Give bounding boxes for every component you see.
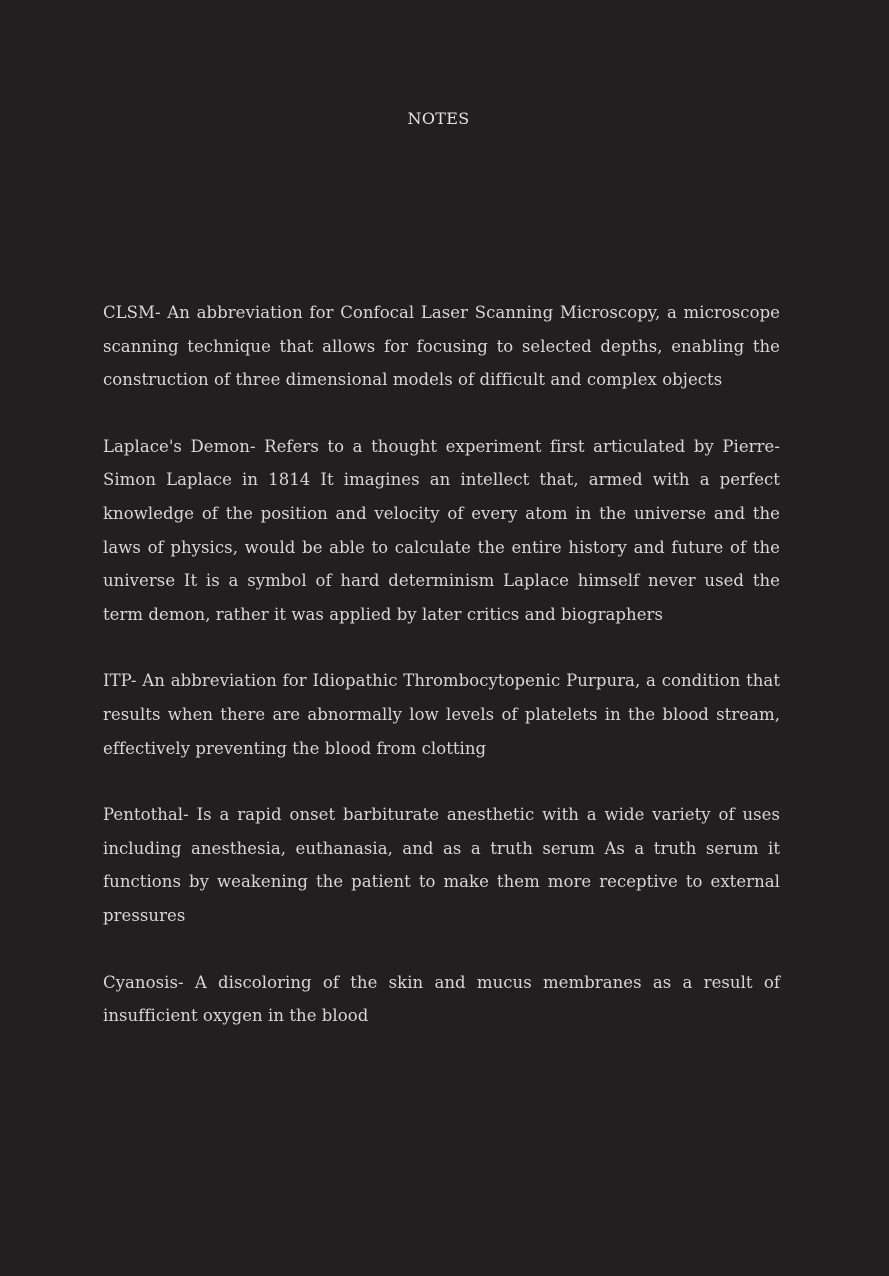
note-clsm: CLSM- An abbreviation for Confocal Laser Scanning Microscopy, a microscope scanning technique that allows for focusing to selected depths, enabling the construction of three dimensional models of difficult and complex objects bbox=[103, 303, 780, 390]
note-pentothal: Pentothal- Is a rapid onset barbiturate anesthetic with a wide variety of uses including anesthesia, euthanasia, and as a truth serum As a truth serum it functions by weakening the patient to make them more receptive to external pressures bbox=[103, 805, 780, 925]
note-cyanosis: Cyanosis- A discoloring of the skin and mucus membranes as a result of insufficient oxygen in the blood bbox=[103, 972, 780, 1026]
note-itp: ITP- An abbreviation for Idiopathic Thrombocytopenic Purpura, a condition that results when there are abnormally low levels of platelets in the blood stream, effectively preventing the blood from clotting bbox=[103, 671, 780, 758]
note-laplaces-demon: Laplace's Demon- Refers to a thought experiment first articulated by Pierre-Simon Laplace in 1814 It imagines an intellect that, armed with a perfect knowledge of the position and velocity of every atom in the universe and the laws of physics, would be able to calculate the entire history and future of the universe It is a symbol of hard determinism Laplace himself never used the term demon, rather it was applied by later critics and biographers bbox=[103, 436, 780, 624]
notes-list bbox=[103, 296, 780, 1033]
page-title: NOTES bbox=[407, 109, 470, 128]
